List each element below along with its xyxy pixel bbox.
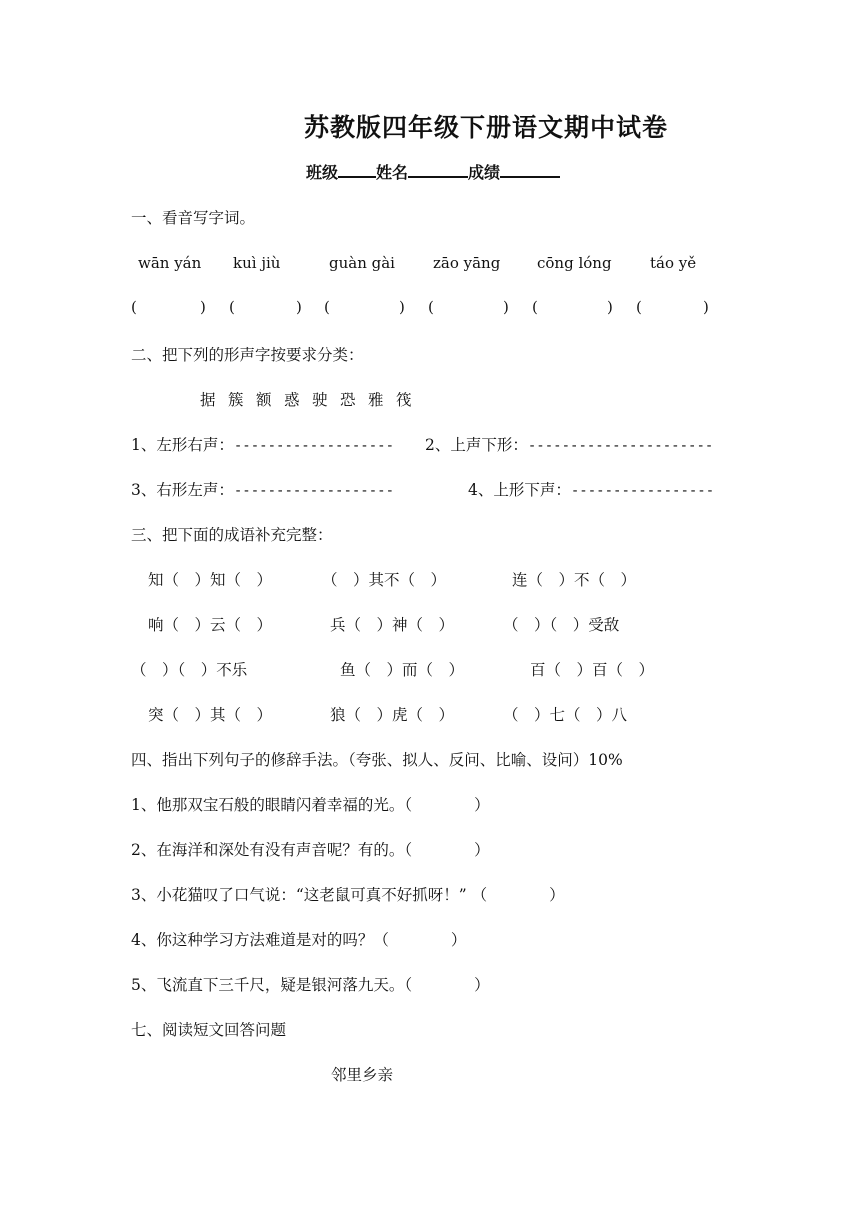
idiom-2-2[interactable]: 兵（ ）神（ ）	[330, 616, 455, 634]
section-3-heading: 三、把下面的成语补充完整：	[131, 526, 333, 544]
idiom-3-2[interactable]: 鱼（ ）而（ ）	[340, 661, 465, 679]
classify-q1	[131, 433, 394, 455]
student-info-line	[0, 160, 860, 183]
rhetoric-item-1[interactable]: 1、他那双宝石般的眼睛闪着幸福的光。（ ）	[131, 796, 490, 814]
idiom-1-3[interactable]: 连（ ）不（ ）	[512, 571, 637, 589]
char-item: 簇	[228, 391, 244, 409]
char-item: 惑	[284, 391, 300, 409]
classify-q2-label: 2、上声下形：	[425, 436, 528, 454]
idiom-1-1[interactable]: 知（ ）知（ ）	[148, 571, 273, 589]
rhetoric-item-3[interactable]: 3、小花猫叹了口气说：“这老鼠可真不好抓呀！” （ ）	[131, 886, 565, 904]
pinyin-6: táo yě	[650, 254, 697, 272]
idiom-1-2[interactable]: （ ）其不（ ）	[322, 571, 447, 589]
char-item: 恐	[340, 391, 356, 409]
passage-title: 邻里乡亲	[331, 1066, 394, 1084]
score-label: 成绩	[468, 163, 501, 182]
idiom-4-2[interactable]: 狼（ ）虎（ ）	[330, 706, 455, 724]
idiom-4-1[interactable]: 突（ ）其（ ）	[148, 706, 273, 724]
answer-paren-1-close: )	[200, 298, 206, 316]
answer-paren-3-close: )	[399, 298, 405, 316]
page-title: 苏教版四年级下册语文期中试卷	[303, 113, 668, 142]
answer-paren-6-close: )	[703, 298, 709, 316]
pinyin-3: guàn gài	[329, 254, 395, 272]
classify-q1-label: 1、左形右声：	[131, 436, 234, 454]
answer-paren-1-open[interactable]: (	[131, 298, 137, 316]
answer-paren-6-open[interactable]: (	[636, 298, 642, 316]
answer-paren-2-close: )	[296, 298, 302, 316]
char-item: 额	[256, 391, 272, 409]
classify-q4-answer-line[interactable]: -----------------	[570, 483, 715, 499]
answer-paren-2-open[interactable]: (	[229, 298, 235, 316]
idiom-4-3[interactable]: （ ）七（ ）八	[503, 706, 628, 724]
char-item: 据	[200, 391, 216, 409]
char-list	[200, 388, 424, 410]
answer-paren-5-open[interactable]: (	[532, 298, 538, 316]
idiom-3-3[interactable]: 百（ ）百（ ）	[530, 661, 655, 679]
score-blank[interactable]	[500, 160, 560, 178]
classify-q3-answer-line[interactable]: -------------------	[233, 483, 395, 499]
classify-q4-label: 4、上形下声：	[468, 481, 571, 499]
classify-q3	[131, 478, 394, 500]
idiom-2-3[interactable]: （ ）（ ）受敌	[503, 616, 620, 634]
name-label: 姓名	[375, 163, 408, 182]
rhetoric-item-4[interactable]: 4、你这种学习方法难道是对的吗？（ ）	[131, 931, 467, 949]
pinyin-1: wān yán	[138, 254, 202, 272]
char-item: 雅	[368, 391, 384, 409]
section-4-heading: 四、指出下列句子的修辞手法。（夸张、拟人、反问、比喻、设问）10%	[131, 751, 623, 769]
char-item: 驶	[312, 391, 328, 409]
rhetoric-item-5[interactable]: 5、飞流直下三千尺，疑是银河落九天。（ ）	[131, 976, 490, 994]
class-blank[interactable]	[338, 160, 376, 178]
classify-q4	[468, 478, 714, 500]
classify-q1-answer-line[interactable]: -------------------	[233, 438, 395, 454]
section-1-heading: 一、看音写字词。	[131, 209, 256, 227]
answer-paren-4-close: )	[503, 298, 509, 316]
answer-paren-5-close: )	[607, 298, 613, 316]
answer-paren-4-open[interactable]: (	[428, 298, 434, 316]
idiom-3-1[interactable]: （ ）（ ）不乐	[131, 661, 248, 679]
section-2-heading: 二、把下列的形声字按要求分类：	[131, 346, 364, 364]
pinyin-2: kuì jiù	[233, 254, 281, 272]
rhetoric-item-2[interactable]: 2、在海洋和深处有没有声音呢？有的。（ ）	[131, 841, 490, 859]
classify-q2	[425, 433, 713, 455]
classify-q2-answer-line[interactable]: ----------------------	[527, 438, 714, 454]
name-blank[interactable]	[408, 160, 468, 178]
classify-q3-label: 3、右形左声：	[131, 481, 234, 499]
section-7-heading: 七、阅读短文回答问题	[131, 1021, 287, 1039]
class-label: 班级	[305, 163, 338, 182]
pinyin-4: zāo yāng	[433, 254, 501, 272]
idiom-2-1[interactable]: 响（ ）云（ ）	[148, 616, 273, 634]
char-item: 筏	[396, 391, 412, 409]
answer-paren-3-open[interactable]: (	[324, 298, 330, 316]
pinyin-5: cōng lóng	[537, 254, 612, 272]
